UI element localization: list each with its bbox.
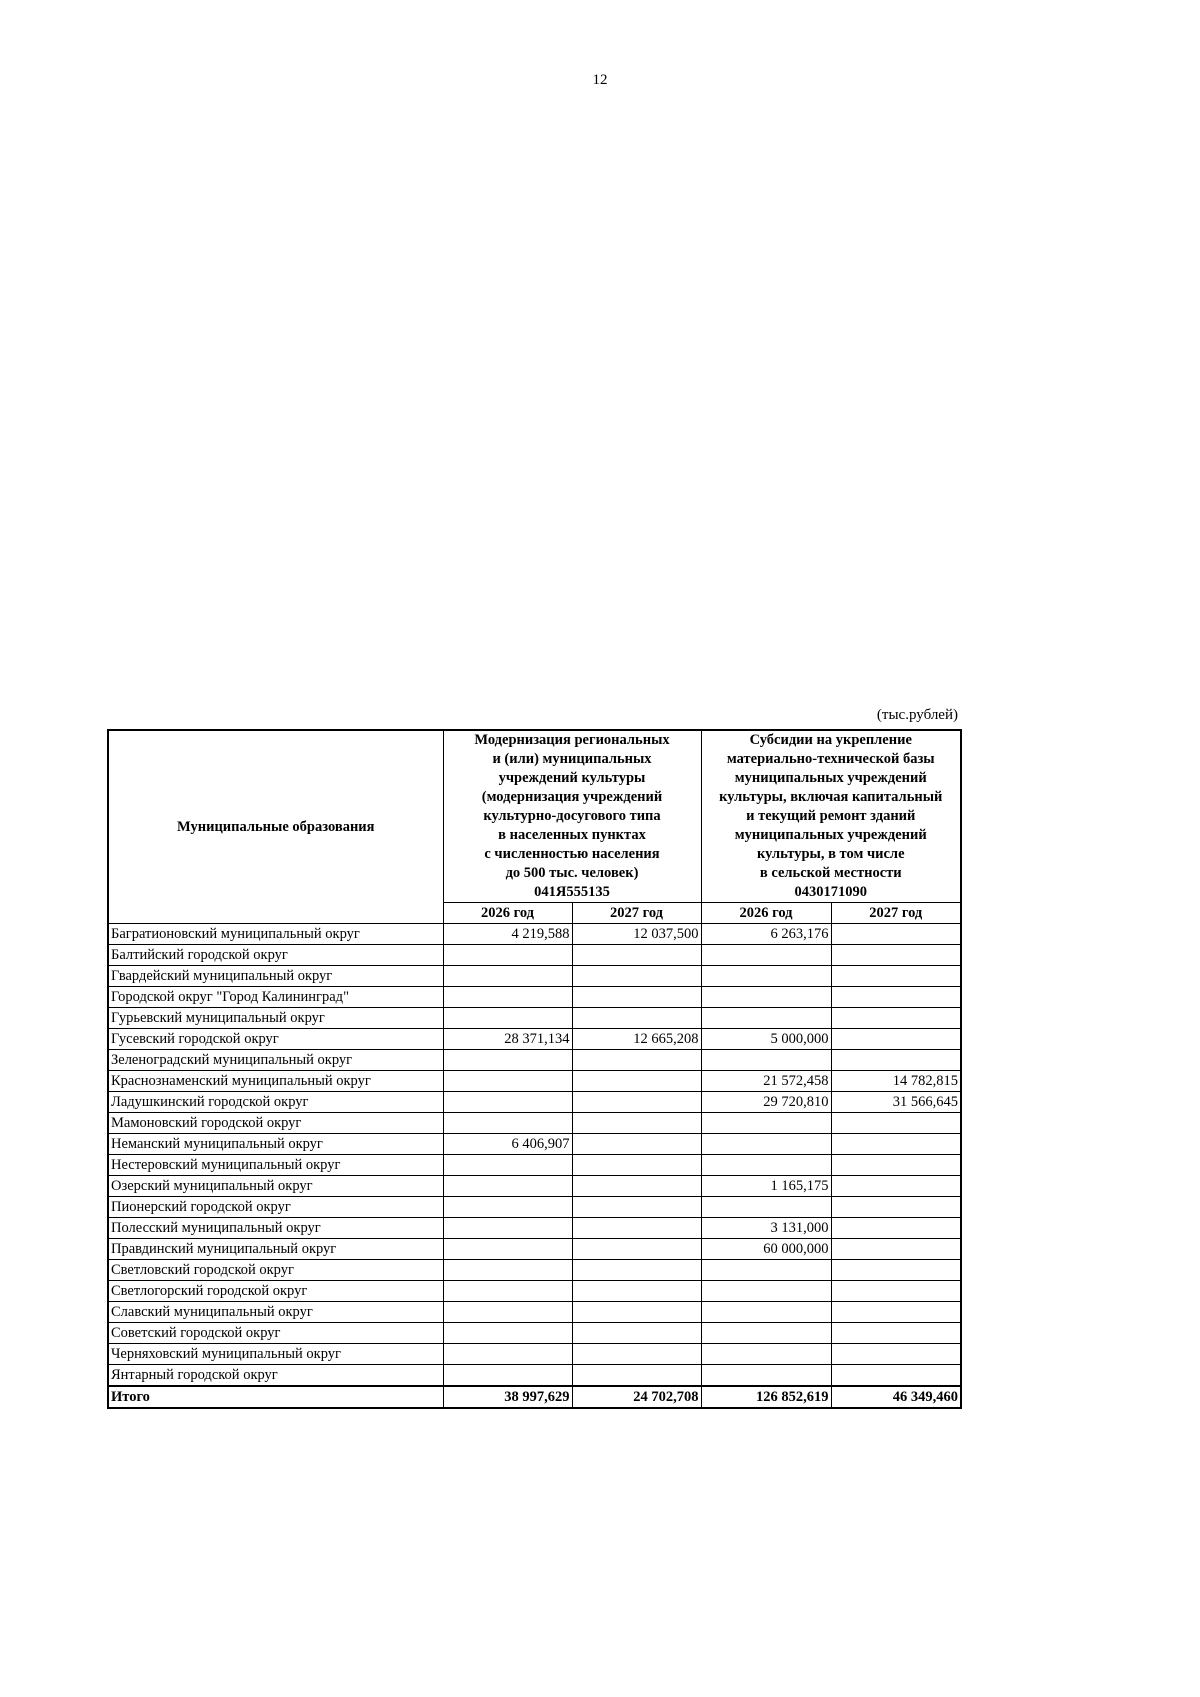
municipality-name: Светловский городской округ — [108, 1260, 443, 1281]
amount-cell — [572, 1239, 701, 1260]
amount-cell — [831, 1050, 961, 1071]
amount-cell — [572, 1281, 701, 1302]
amount-cell — [831, 987, 961, 1008]
amount-cell — [443, 1218, 572, 1239]
header-line: 0430171090 — [794, 884, 867, 900]
amount-cell — [701, 1008, 831, 1029]
table-row — [108, 1302, 961, 1323]
header-line: культуры, включая капитальный — [719, 789, 943, 805]
table-row — [108, 1134, 961, 1155]
amount-cell — [572, 1197, 701, 1218]
amount-cell — [443, 1281, 572, 1302]
municipality-name: Зеленоградский муниципальный округ — [108, 1050, 443, 1071]
amount-cell: 14 782,815 — [831, 1071, 961, 1092]
amount-cell — [831, 1302, 961, 1323]
municipality-column-header: Муниципальные образования — [108, 730, 443, 924]
header-line: в сельской местности — [759, 865, 902, 881]
page-number: 12 — [592, 72, 608, 88]
table-row — [108, 1050, 961, 1071]
municipality-name: Гвардейский муниципальный округ — [108, 966, 443, 987]
amount-cell — [572, 1260, 701, 1281]
amount-cell: 21 572,458 — [701, 1071, 831, 1092]
amount-cell — [701, 1323, 831, 1344]
table-row — [108, 1281, 961, 1302]
amount-cell — [572, 1050, 701, 1071]
municipality-name: Светлогорский городской округ — [108, 1281, 443, 1302]
municipality-name: Советский городской округ — [108, 1323, 443, 1344]
municipality-name: Краснознаменский муниципальный округ — [108, 1071, 443, 1092]
amount-cell: 4 219,588 — [443, 924, 572, 945]
year-header: 2026 год — [443, 903, 572, 924]
table-row — [108, 966, 961, 987]
table-row — [108, 1092, 961, 1113]
amount-cell — [831, 1029, 961, 1050]
total-label: Итого — [108, 1386, 443, 1408]
municipality-name: Славский муниципальный округ — [108, 1302, 443, 1323]
header-line: культурно-досугового типа — [483, 808, 661, 824]
amount-cell — [831, 1281, 961, 1302]
amount-cell — [443, 1344, 572, 1365]
amount-cell — [572, 966, 701, 987]
amount-cell: 12 037,500 — [572, 924, 701, 945]
municipality-name: Озерский муниципальный округ — [108, 1176, 443, 1197]
header-line: Субсидии на укрепление — [749, 732, 912, 748]
table-row — [108, 1344, 961, 1365]
municipality-name: Багратионовский муниципальный округ — [108, 924, 443, 945]
amount-cell — [701, 1197, 831, 1218]
amount-cell — [572, 987, 701, 1008]
table-row — [108, 1071, 961, 1092]
table-row — [108, 1113, 961, 1134]
amount-cell — [443, 1071, 572, 1092]
table-row — [108, 1260, 961, 1281]
amount-cell — [701, 1050, 831, 1071]
amount-cell — [701, 966, 831, 987]
amount-cell — [443, 1092, 572, 1113]
amount-cell — [572, 1323, 701, 1344]
header-line: (модернизация учреждений — [481, 789, 663, 805]
amount-cell — [443, 1323, 572, 1344]
amount-cell — [443, 1008, 572, 1029]
municipality-name: Гусевский городской округ — [108, 1029, 443, 1050]
amount-cell — [831, 1176, 961, 1197]
amount-cell — [701, 1155, 831, 1176]
table-row — [108, 1155, 961, 1176]
table-row — [108, 987, 961, 1008]
amount-cell — [831, 1134, 961, 1155]
amount-cell: 12 665,208 — [572, 1029, 701, 1050]
amount-cell — [831, 1239, 961, 1260]
table-row — [108, 1008, 961, 1029]
amount-cell — [443, 987, 572, 1008]
table-row — [108, 1197, 961, 1218]
table-row — [108, 1239, 961, 1260]
header-line: учреждений культуры — [498, 770, 646, 786]
header-line: до 500 тыс. человек) — [505, 865, 639, 881]
header-line: муниципальных учреждений — [734, 827, 927, 843]
amount-cell — [443, 1176, 572, 1197]
amount-cell — [831, 1323, 961, 1344]
amount-cell — [831, 1218, 961, 1239]
modernization-column-group-header — [443, 730, 701, 903]
total-value: 46 349,460 — [831, 1386, 961, 1408]
amount-cell — [701, 1260, 831, 1281]
year-header: 2026 год — [701, 903, 831, 924]
header-line: культуры, в том числе — [757, 846, 905, 862]
amount-cell: 6 406,907 — [443, 1134, 572, 1155]
municipality-name: Пионерский городской округ — [108, 1197, 443, 1218]
subsidy-table — [107, 729, 962, 1409]
municipality-name: Городской округ "Город Калининград" — [108, 987, 443, 1008]
amount-cell: 29 720,810 — [701, 1092, 831, 1113]
amount-cell — [443, 1302, 572, 1323]
municipality-name: Нестеровский муниципальный округ — [108, 1155, 443, 1176]
year-header: 2027 год — [572, 903, 701, 924]
amount-cell — [443, 1113, 572, 1134]
amount-cell — [701, 945, 831, 966]
header-line: материально-технической базы — [726, 751, 935, 767]
amount-cell — [831, 924, 961, 945]
total-value: 126 852,619 — [701, 1386, 831, 1408]
amount-cell — [572, 1113, 701, 1134]
amount-cell — [701, 1113, 831, 1134]
amount-cell: 6 263,176 — [701, 924, 831, 945]
amount-cell — [572, 1218, 701, 1239]
amount-cell — [572, 1134, 701, 1155]
amount-cell — [443, 966, 572, 987]
table-row — [108, 945, 961, 966]
amount-cell — [572, 1092, 701, 1113]
header-line: муниципальных учреждений — [734, 770, 927, 786]
total-row — [108, 1386, 961, 1408]
amount-cell — [831, 945, 961, 966]
amount-cell — [831, 1155, 961, 1176]
amount-cell: 31 566,645 — [831, 1092, 961, 1113]
table-row — [108, 1218, 961, 1239]
amount-cell — [572, 1176, 701, 1197]
amount-cell — [443, 945, 572, 966]
table-row — [108, 924, 961, 945]
amount-cell — [572, 1071, 701, 1092]
municipality-name: Полесский муниципальный округ — [108, 1218, 443, 1239]
amount-cell — [701, 987, 831, 1008]
table-row — [108, 1365, 961, 1387]
municipality-name: Правдинский муниципальный округ — [108, 1239, 443, 1260]
municipality-name: Гурьевский муниципальный округ — [108, 1008, 443, 1029]
header-line: 041Я555135 — [534, 884, 610, 900]
header-line: и (или) муниципальных — [492, 751, 652, 767]
header-line: в населенных пунктах — [498, 827, 646, 843]
municipality-name: Черняховский муниципальный округ — [108, 1344, 443, 1365]
amount-cell — [831, 1344, 961, 1365]
amount-cell — [572, 945, 701, 966]
municipality-name: Мамоновский городской округ — [108, 1113, 443, 1134]
amount-cell — [701, 1134, 831, 1155]
table-row — [108, 1029, 961, 1050]
amount-cell — [831, 1008, 961, 1029]
total-value: 24 702,708 — [572, 1386, 701, 1408]
amount-cell: 28 371,134 — [443, 1029, 572, 1050]
subsidy-column-group-header — [701, 730, 961, 903]
amount-cell — [701, 1302, 831, 1323]
amount-cell — [701, 1344, 831, 1365]
municipality-name: Балтийский городской округ — [108, 945, 443, 966]
municipality-name: Янтарный городской округ — [108, 1365, 443, 1387]
amount-cell — [572, 1008, 701, 1029]
unit-note: (тыс.рублей) — [876, 707, 958, 723]
year-header: 2027 год — [831, 903, 961, 924]
amount-cell — [443, 1260, 572, 1281]
amount-cell — [831, 1365, 961, 1387]
header-line: и текущий ремонт зданий — [746, 808, 916, 824]
header-line: Модернизация региональных — [474, 732, 670, 748]
amount-cell: 1 165,175 — [701, 1176, 831, 1197]
table-header-row — [108, 730, 961, 903]
amount-cell: 5 000,000 — [701, 1029, 831, 1050]
amount-cell — [831, 1113, 961, 1134]
amount-cell: 60 000,000 — [701, 1239, 831, 1260]
header-line: с численностью населения — [484, 846, 660, 862]
table-row — [108, 1176, 961, 1197]
amount-cell — [831, 1260, 961, 1281]
amount-cell — [572, 1302, 701, 1323]
amount-cell — [443, 1365, 572, 1387]
amount-cell — [831, 966, 961, 987]
amount-cell — [443, 1197, 572, 1218]
amount-cell — [572, 1365, 701, 1387]
municipality-name: Ладушкинский городской округ — [108, 1092, 443, 1113]
amount-cell — [701, 1281, 831, 1302]
amount-cell — [572, 1155, 701, 1176]
total-value: 38 997,629 — [443, 1386, 572, 1408]
amount-cell — [701, 1365, 831, 1387]
municipality-name: Неманский муниципальный округ — [108, 1134, 443, 1155]
amount-cell — [443, 1050, 572, 1071]
amount-cell — [443, 1239, 572, 1260]
amount-cell — [572, 1344, 701, 1365]
table-row — [108, 1323, 961, 1344]
amount-cell: 3 131,000 — [701, 1218, 831, 1239]
amount-cell — [831, 1197, 961, 1218]
amount-cell — [443, 1155, 572, 1176]
